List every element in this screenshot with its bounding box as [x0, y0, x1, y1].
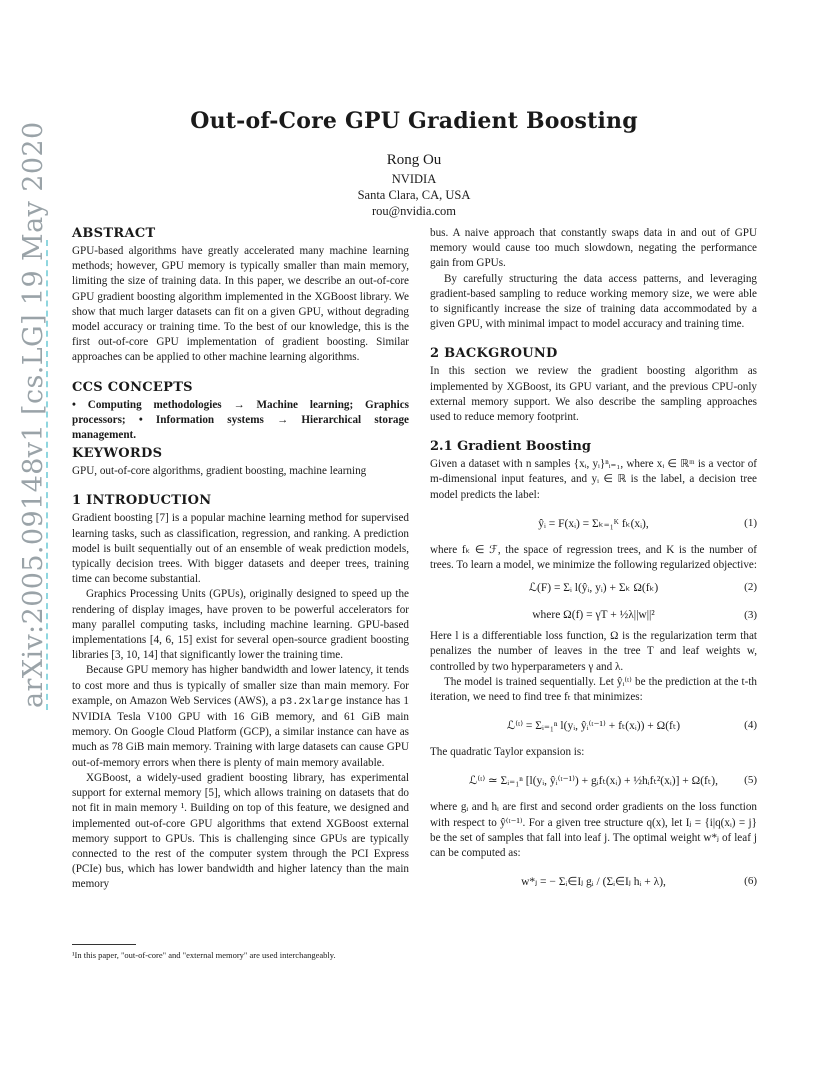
gradient-boosting-heading: 2.1 Gradient Boosting	[430, 439, 591, 455]
paper-title: Out-of-Core GPU Gradient Boosting	[190, 108, 638, 134]
ccs-concepts-line: • Computing methodologies → Machine learning; Graphics processors; • Information systems → Hierarchical storage management.	[72, 398, 409, 442]
background-text: In this section we review the gradient boosting algorithm as implemented by XGBoost, its GPU variant, and the previous CPU-only external memory support. We also describe the sampling approaches used to reduce memory footprint.	[430, 365, 757, 424]
intro-paragraph-3	[72, 663, 409, 770]
abstract-text: GPU-based algorithms have greatly accelerated many machine learning methods; however, GPU memory is typically smaller than main memory, limiting the size of training data. In this paper, we describe an out-of-core GPU gradient boosting algorithm implemented in the XGBoost library. We show that much larger datasets can fit on a given GPU, without degrading model accuracy or training time. To the best of our knowledge, this is the first out-of-core GPU implementation of gradient boosting. Similar approaches can be applied to other machine learning algorithms.	[72, 245, 409, 364]
background-heading: 2 BACKGROUND	[430, 346, 558, 362]
gb-paragraph-5: The quadratic Taylor expansion is:	[430, 746, 585, 759]
equation-4	[430, 705, 757, 745]
abstract-heading: ABSTRACT	[72, 226, 156, 241]
author-name: Rong Ou	[386, 152, 442, 168]
equation-3-body: where Ω(f) = γT + ½λ||w||²	[532, 609, 655, 622]
equation-4-number: (4)	[744, 719, 757, 732]
equation-3	[430, 601, 757, 629]
equation-1	[430, 503, 757, 543]
equation-2-body: ℒ(F) = Σᵢ l(ŷᵢ, yᵢ) + Σₖ Ω(fₖ)	[528, 582, 659, 595]
gb-paragraph-6: where gᵢ and hᵢ are first and second order gradients on the loss function with respect to ŷ⁽ᵗ⁻¹⁾. For a given tree structure q(x), let Iⱼ = {i|q(xᵢ) = j} be the set of samples that fall into leaf j. The optimal weight w*ⱼ of leaf j can be computed as:	[430, 801, 757, 860]
equation-5-body: ℒ⁽ᵗ⁾ ≃ Σᵢ₌₁ⁿ [l(yᵢ, ŷᵢ⁽ᵗ⁻¹⁾) + gᵢfₜ(xᵢ) + ½hᵢfₜ²(xᵢ)] + Ω(fₜ),	[469, 775, 718, 788]
author-location: Santa Clara, CA, USA	[357, 188, 471, 202]
intro-paragraph-3-start: Because GPU memory has higher bandwidth and lower latency, it tends to cost more and thus is typically of smaller size than main memory. For example, on Amazon Web Services (AWS), a	[72, 664, 409, 707]
author-email: rou@nvidia.com	[371, 204, 457, 218]
equation-6	[430, 861, 757, 901]
equation-6-body: w*ⱼ = − Σᵢ∈Iⱼ gᵢ / (Σᵢ∈Iⱼ hᵢ + λ),	[521, 876, 666, 889]
equation-3-number: (3)	[744, 609, 757, 622]
arxiv-stamp-text[interactable]: arXiv:2005.09148v1 [cs.LG] 19 May 2020	[18, 121, 49, 708]
gb-paragraph-2: where fₖ ∈ ℱ, the space of regression trees, and K is the number of trees. To learn a model, we minimize the following regularized objective:	[430, 543, 757, 572]
intro-paragraph-3-end: instance has 1 NVIDIA Tesla V100 GPU with 16 GiB memory, and 61 GiB main memory. On Google Cloud Platform (GCP), a similar instance can have as much as 78 GiB main memory. Training with large datasets can cause GPU out-of-memory errors when there is plenty of main memory available.	[72, 694, 409, 769]
keywords-heading: KEYWORDS	[72, 446, 163, 462]
footnote-rule	[72, 944, 136, 945]
equation-1-number: (1)	[744, 516, 757, 529]
intro-paragraph-1: Gradient boosting [7] is a popular machine learning method for supervised learning tasks, such as classification, regression, and ranking. A prediction model is built sequentially out of an ensemble of weak prediction models, typically decision trees. With bigger datasets and deeper trees, training time can become substantial.	[72, 512, 409, 586]
footnote: ¹In this paper, "out-of-core" and "external memory" are used interchangeably.	[72, 950, 336, 960]
equation-6-number: (6)	[744, 875, 757, 888]
equation-1-body: ŷᵢ = F(xᵢ) = Σₖ₌₁ᴷ fₖ(xᵢ),	[538, 517, 649, 530]
author-affiliation: NVIDIA	[391, 172, 437, 186]
intro-paragraph-2: Graphics Processing Units (GPUs), originally designed to speed up the rendering of display images, have proven to be powerful accelerators for many parallel computing tasks, including machine learning. GPU-based implementations [4, 6, 15] exist for several open-source gradient boosting libraries [3, 10, 14] that significantly lower the training time.	[72, 588, 409, 662]
equation-4-body: ℒ⁽ᵗ⁾ = Σᵢ₌₁ⁿ l(yᵢ, ŷᵢ⁽ᵗ⁻¹⁾ + fₜ(xᵢ)) + Ω(fₜ)	[506, 720, 681, 733]
intro-paragraph-5: By carefully structuring the data access patterns, and leveraging gradient-based sampling to reduce working memory size, we were able to significantly increase the size of training data accommodated by a given GPU, with minimal impact to model accuracy and training time.	[430, 272, 757, 331]
instance-type-code: p3.2xlarge	[279, 695, 343, 708]
equation-5	[430, 760, 757, 800]
gb-paragraph-1: Given a dataset with n samples {xᵢ, yᵢ}ⁿᵢ₌₁, where xᵢ ∈ ℝᵐ is a vector of m-dimensional input features, and yᵢ ∈ ℝ is the label, a decision tree model predicts the label:	[430, 458, 757, 501]
gb-paragraph-4: The model is trained sequentially. Let ŷᵢ⁽ᵗ⁾ be the prediction at the t-th iteration, we need to find tree fₜ that minimizes:	[430, 675, 757, 704]
intro-heading: 1 INTRODUCTION	[72, 493, 212, 509]
gb-paragraph-3: Here l is a differentiable loss function, Ω is the regularization term that penalizes the number of leaves in the tree T and leaf weights w, controlled by two hyperparameters γ and λ.	[430, 630, 757, 673]
equation-5-number: (5)	[744, 774, 757, 787]
intro-continued: bus. A naive approach that constantly swaps data in and out of GPU memory would cause too much slowdown, negating the performance gain from GPUs.	[430, 227, 757, 270]
equation-2	[430, 573, 757, 601]
right-column	[430, 226, 757, 901]
equation-2-number: (2)	[744, 581, 757, 594]
intro-paragraph-4: XGBoost, a widely-used gradient boosting library, has experimental support for external memory [5], which allows training on datasets that do not fit in main memory ¹. Building on top of this feature, we designed and implemented out-of-core GPU algorithms that extend XGBoost external memory support to GPUs. This is challenging since GPUs are typically connected to the rest of the computer system through the PCI Express (PCIe) bus, which has lower bandwidth and higher latency than the main memory	[72, 771, 409, 891]
ccs-heading: CCS CONCEPTS	[72, 379, 193, 395]
keywords-text: GPU, out-of-core algorithms, gradient boosting, machine learning	[72, 465, 367, 478]
left-column	[72, 226, 409, 893]
